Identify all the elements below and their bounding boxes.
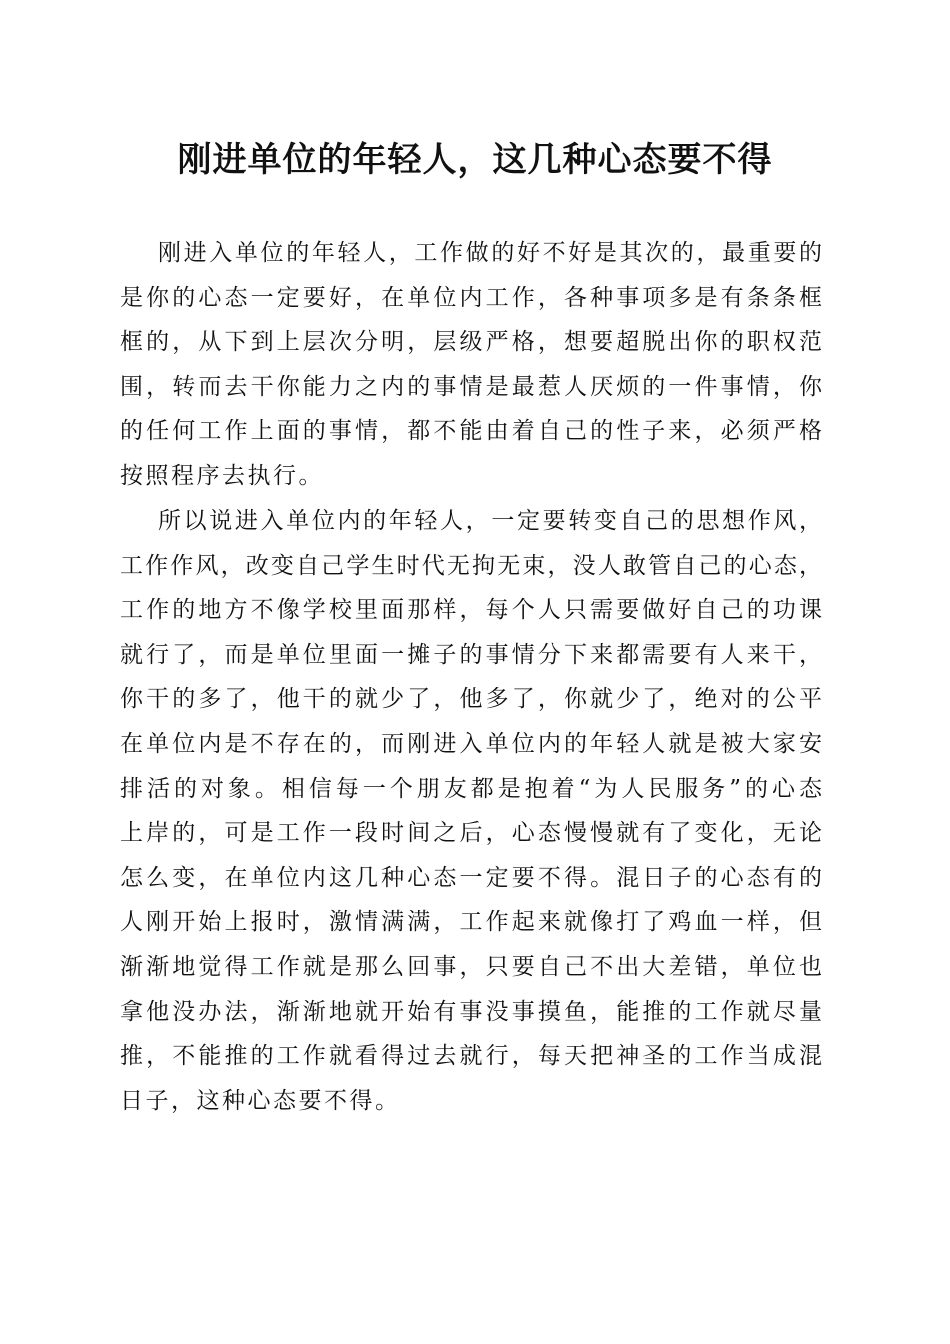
text-line: 按照程序去执行。 [120,462,324,489]
text-line: 在单位内是不存在的，而刚进入单位内的年轻人就是被大家安 [120,730,822,757]
text-line: 围，转而去干你能力之内的事情是最惹人厌烦的一件事情，你 [120,373,822,400]
text-line: 怎么变，在单位内这几种心态一定要不得。混日子的心态有的 [120,864,822,891]
text-line: 你干的多了，他干的就少了，他多了，你就少了，绝对的公平 [120,686,822,713]
text-line: 渐渐地觉得工作就是那么回事，只要自己不出大差错，单位也 [120,953,822,980]
paragraph-2 [120,499,822,1123]
document-title: 刚进单位的年轻人，这几种心态要不得 [177,140,773,180]
text-line: 就行了，而是单位里面一摊子的事情分下来都需要有人来干， [120,641,822,668]
paragraph-1 [120,231,822,499]
text-line: 框的，从下到上层次分明，层级严格，想要超脱出你的职权范 [120,329,822,356]
text-line: 人刚开始上报时，激情满满，工作起来就像打了鸡血一样，但 [120,909,822,936]
text-line: 上岸的，可是工作一段时间之后，心态慢慢就有了变化，无论 [120,820,822,847]
text-line: 工作作风，改变自己学生时代无拘无束，没人敢管自己的心态， [120,552,822,579]
text-line: 排活的对象。相信每一个朋友都是抱着“为人民服务”的心态 [120,775,822,802]
text-line: 拿他没办法，渐渐地就开始有事没事摸鱼，能推的工作就尽量 [120,998,822,1025]
text-line: 的任何工作上面的事情，都不能由着自己的性子来，必须严格 [120,418,822,445]
text-line: 推，不能推的工作就看得过去就行，每天把神圣的工作当成混 [120,1043,822,1070]
text-line: 刚进入单位的年轻人，工作做的好不好是其次的，最重要的 [158,240,822,266]
text-line: 所以说进入单位内的年轻人，一定要转变自己的思想作风， [158,508,822,534]
text-line: 日子，这种心态要不得。 [120,1087,401,1114]
text-line: 工作的地方不像学校里面那样，每个人只需要做好自己的功课 [120,597,822,624]
text-line: 是你的心态一定要好，在单位内工作，各种事项多是有条条框 [120,284,822,311]
